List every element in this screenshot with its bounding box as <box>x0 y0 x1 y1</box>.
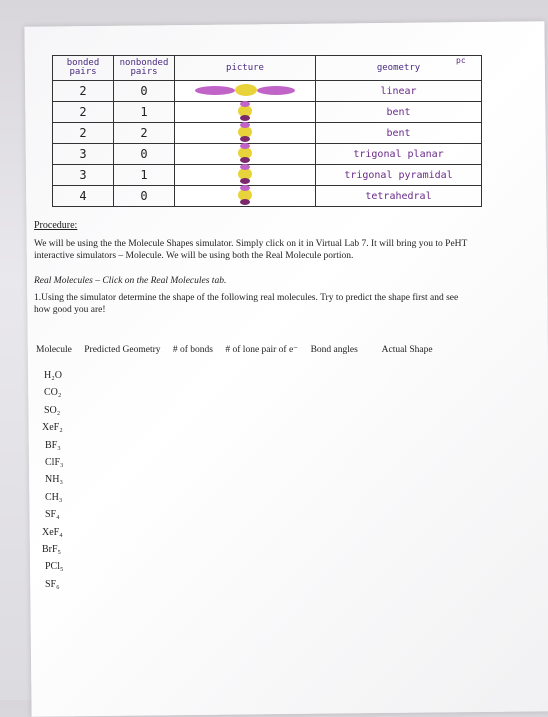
table-row <box>53 165 482 186</box>
molecule-picture <box>175 123 316 144</box>
molecule-item: SO₂ <box>44 404 61 416</box>
nonbonded-pairs-cell: 0 <box>114 81 175 102</box>
molecule-model-image <box>220 124 270 140</box>
molecule-item: H₂O <box>44 370 62 381</box>
molecule-item: BF₃ <box>45 439 61 451</box>
molecule-picture <box>175 165 316 186</box>
header-geometry: geometry <box>316 56 482 81</box>
header-nonbonded: nonbonded pairs <box>114 56 175 81</box>
geometry-cell: trigonal pyramidal <box>316 165 482 186</box>
molecule-item: XeF₂ <box>42 422 63 434</box>
molecule-item: SF₆ <box>45 578 60 590</box>
col-lone-pairs: # of lone pair of e⁻ <box>225 345 299 355</box>
molecule-model-image <box>220 187 270 203</box>
geometry-cell: tetrahedral <box>316 186 482 207</box>
geometry-cell: bent <box>316 102 482 123</box>
molecule-list <box>44 370 64 596</box>
corner-label: pc <box>456 56 466 65</box>
bonded-pairs-cell: 3 <box>53 165 114 186</box>
bonded-pairs-cell: 2 <box>53 102 114 123</box>
bonded-pairs-cell: 2 <box>53 81 114 102</box>
bonded-pairs-cell: 4 <box>53 186 114 207</box>
table-row <box>53 144 482 165</box>
molecule-item: XeF₄ <box>42 526 63 538</box>
worksheet-header <box>36 344 443 355</box>
col-molecule: Molecule <box>36 345 72 355</box>
col-actual: Actual Shape <box>381 345 433 355</box>
molecule-item: CH₃ <box>45 491 63 503</box>
nonbonded-pairs-cell: 1 <box>114 165 175 186</box>
geometry-cell: bent <box>316 123 482 144</box>
molecule-item: BrF₅ <box>42 543 62 555</box>
nonbonded-pairs-cell: 0 <box>114 186 175 207</box>
procedure-paragraph-3: 1.Using the simulator determine the shape of the following real molecules. Try to predict the shape first and see how good you are! <box>34 293 459 315</box>
nonbonded-pairs-cell: 1 <box>114 102 175 123</box>
bonded-pairs-cell: 3 <box>53 144 114 165</box>
procedure-heading: Procedure: <box>34 220 78 231</box>
header-picture: picture <box>175 56 316 81</box>
table-row <box>53 186 482 207</box>
molecule-picture <box>175 144 316 165</box>
vsepr-table <box>52 55 482 203</box>
header-bonded: bonded pairs <box>53 56 114 81</box>
table-row <box>53 81 482 102</box>
vsepr-table-grid <box>52 55 482 207</box>
molecule-picture <box>175 102 316 123</box>
molecule-model-image <box>220 166 270 182</box>
geometry-cell: trigonal planar <box>316 144 482 165</box>
table-row <box>53 123 482 144</box>
molecule-model-image <box>195 82 295 98</box>
nonbonded-pairs-cell: 0 <box>114 144 175 165</box>
col-predicted: Predicted Geometry <box>84 345 161 355</box>
molecule-item: PCl₅ <box>45 561 64 573</box>
bonded-pairs-cell: 2 <box>53 123 114 144</box>
molecule-model-image <box>220 103 270 119</box>
molecule-item: NH₃ <box>45 474 63 486</box>
procedure-paragraph-1: We will be using the the Molecule Shapes simulator. Simply click on it in Virtual Lab 7. It will bring you to PeHT interactive simulators – Molecule. We will be using both the Real Molecule portion. <box>34 239 468 261</box>
molecule-item: ClF₃ <box>45 456 64 468</box>
molecule-item: SF₄ <box>45 509 60 521</box>
molecule-item: CO₂ <box>44 387 62 399</box>
molecule-model-image <box>220 145 270 161</box>
procedure-paragraph-2: Real Molecules – Click on the Real Molecules tab. <box>34 276 227 286</box>
molecule-picture <box>175 81 316 102</box>
geometry-cell: linear <box>316 81 482 102</box>
molecule-picture <box>175 186 316 207</box>
table-row <box>53 102 482 123</box>
nonbonded-pairs-cell: 2 <box>114 123 175 144</box>
col-bond-angles: Bond angles <box>310 345 358 355</box>
col-bonds: # of bonds <box>172 345 214 355</box>
